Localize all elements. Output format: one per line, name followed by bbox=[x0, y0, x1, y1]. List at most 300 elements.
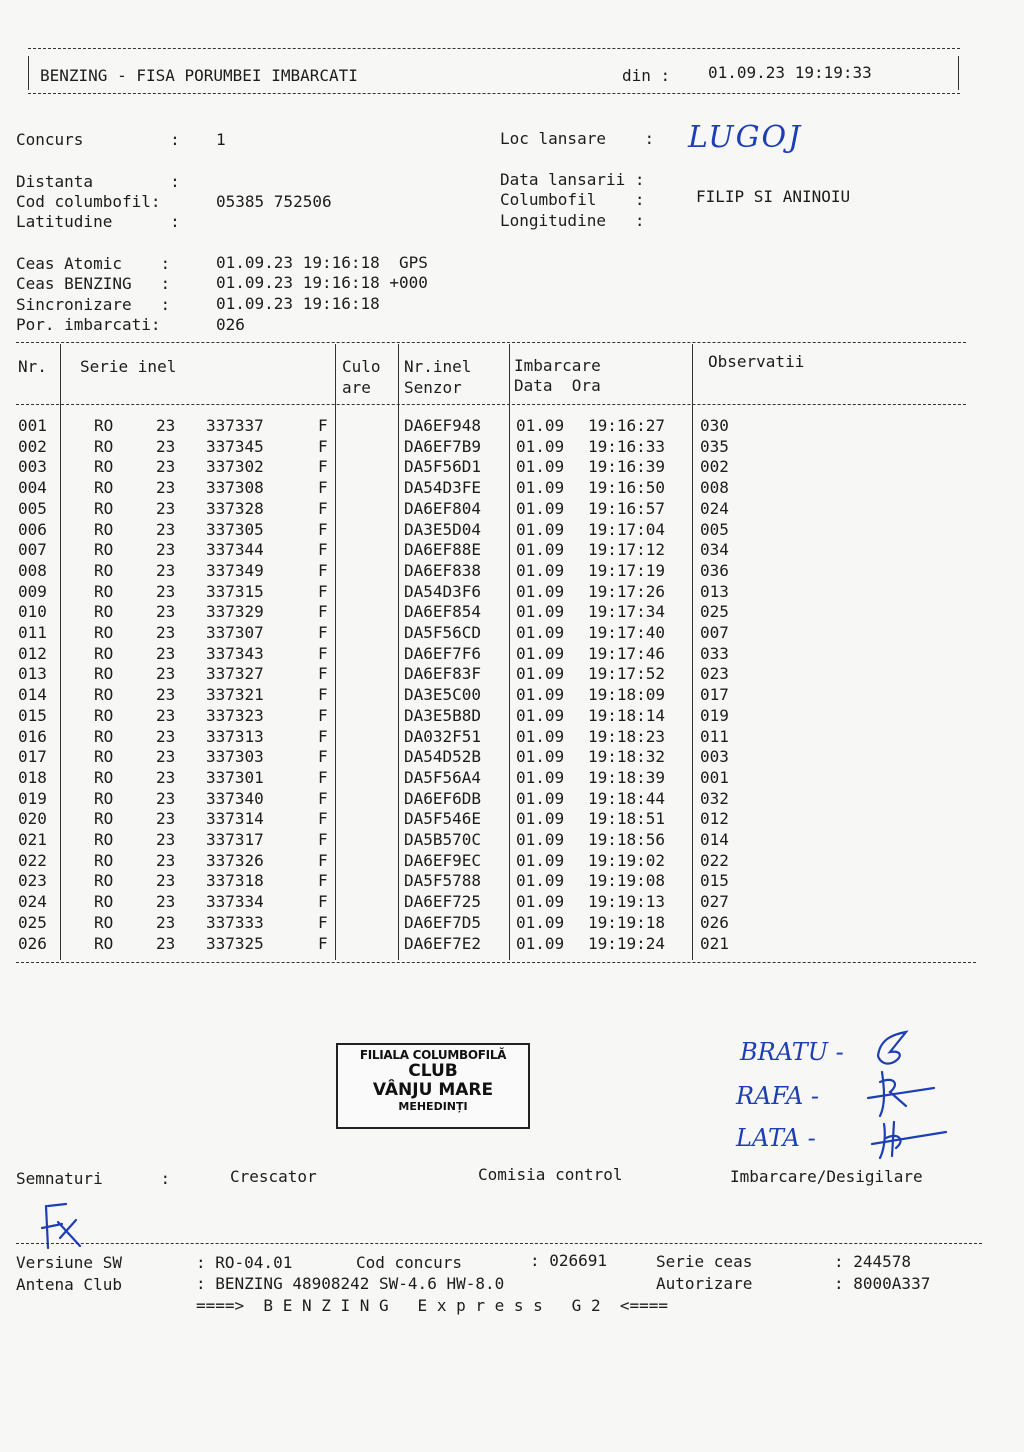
imbarcare-desigilare-label: Imbarcare/Desigilare bbox=[730, 1167, 923, 1186]
table-row bbox=[0, 913, 1000, 934]
row-time: 19:16:57 bbox=[588, 498, 666, 518]
row-date: 01.09 bbox=[516, 478, 565, 498]
row-time: 19:18:44 bbox=[588, 788, 666, 808]
row-sex: F bbox=[318, 726, 328, 746]
row-country: RO bbox=[94, 519, 114, 539]
row-time: 19:17:46 bbox=[588, 643, 666, 663]
table-row bbox=[0, 892, 1000, 913]
row-time: 19:17:40 bbox=[588, 623, 666, 642]
row-time: 19:16:27 bbox=[588, 416, 666, 435]
row-date: 01.09 bbox=[516, 892, 565, 912]
row-sensor-id: DA032F51 bbox=[404, 726, 482, 746]
handwritten-name-1: BRATU - bbox=[740, 1038, 844, 1066]
row-country: RO bbox=[94, 602, 114, 622]
row-sensor-id: DA6EF7F6 bbox=[404, 643, 482, 663]
concurs-label: Concurs : bbox=[16, 130, 180, 149]
row-ring-number: 337313 bbox=[206, 726, 264, 746]
table-row bbox=[0, 871, 1000, 892]
row-ring-number: 337323 bbox=[206, 705, 264, 725]
row-time: 19:18:14 bbox=[588, 705, 666, 725]
columbofil-label: Columbofil : bbox=[500, 190, 645, 209]
row-country: RO bbox=[94, 498, 114, 518]
table-row bbox=[0, 457, 1000, 478]
por-imbarcati-label: Por. imbarcati: bbox=[16, 315, 161, 334]
row-ring-number: 337343 bbox=[206, 643, 264, 663]
row-observatii: 002 bbox=[700, 457, 729, 477]
row-sex: F bbox=[318, 705, 328, 725]
row-sex: F bbox=[318, 581, 328, 601]
row-country: RO bbox=[94, 830, 114, 849]
row-sex: F bbox=[318, 540, 328, 560]
row-ring-number: 337326 bbox=[206, 850, 264, 870]
row-nr: 021 bbox=[18, 830, 47, 849]
row-year: 23 bbox=[156, 892, 176, 912]
row-ring-number: 337327 bbox=[206, 664, 264, 684]
col-header-observatii: Observatii bbox=[708, 352, 805, 371]
table-row bbox=[0, 706, 1000, 727]
table-row bbox=[0, 727, 1000, 748]
row-ring-number: 337325 bbox=[206, 933, 264, 953]
row-nr: 015 bbox=[18, 705, 47, 725]
row-year: 23 bbox=[156, 685, 176, 705]
col-header-imbarcare-1: Imbarcare bbox=[514, 356, 601, 375]
row-date: 01.09 bbox=[516, 767, 565, 787]
row-time: 19:16:33 bbox=[588, 436, 666, 456]
row-time: 19:17:04 bbox=[588, 519, 666, 539]
header-top-rule bbox=[28, 48, 960, 49]
table-head-rule bbox=[16, 404, 966, 405]
distanta-label: Distanta : bbox=[16, 172, 180, 191]
row-ring-number: 337301 bbox=[206, 767, 264, 787]
row-sensor-id: DA5F56A4 bbox=[404, 767, 482, 787]
row-date: 01.09 bbox=[516, 643, 565, 663]
ceas-benzing-value: 01.09.23 19:16:18 +000 bbox=[216, 273, 428, 292]
row-nr: 010 bbox=[18, 602, 47, 622]
row-year: 23 bbox=[156, 788, 176, 808]
row-ring-number: 337333 bbox=[206, 912, 264, 932]
row-date: 01.09 bbox=[516, 830, 565, 849]
sincronizare-value: 01.09.23 19:16:18 bbox=[216, 294, 380, 313]
row-sex: F bbox=[318, 850, 328, 870]
footer-rule bbox=[16, 1243, 982, 1244]
row-nr: 020 bbox=[18, 809, 47, 829]
row-year: 23 bbox=[156, 912, 176, 932]
sincronizare-label: Sincronizare : bbox=[16, 295, 171, 314]
row-sex: F bbox=[318, 478, 328, 498]
row-sex: F bbox=[318, 809, 328, 829]
row-sensor-id: DA6EF6DB bbox=[404, 788, 482, 808]
ceas-benzing-label: Ceas BENZING : bbox=[16, 274, 171, 293]
header-left-bar bbox=[28, 56, 29, 90]
row-time: 19:19:02 bbox=[588, 850, 666, 870]
row-year: 23 bbox=[156, 830, 176, 849]
serie-ceas-label: Serie ceas bbox=[656, 1252, 753, 1271]
row-country: RO bbox=[94, 643, 114, 663]
row-year: 23 bbox=[156, 705, 176, 725]
row-country: RO bbox=[94, 767, 114, 787]
row-observatii: 035 bbox=[700, 436, 729, 456]
row-country: RO bbox=[94, 685, 114, 705]
row-date: 01.09 bbox=[516, 457, 565, 477]
row-country: RO bbox=[94, 560, 114, 580]
row-nr: 008 bbox=[18, 560, 47, 580]
row-year: 23 bbox=[156, 664, 176, 684]
row-ring-number: 337344 bbox=[206, 540, 264, 560]
row-sex: F bbox=[318, 892, 328, 912]
row-time: 19:19:13 bbox=[588, 892, 666, 912]
crescator-signature-icon bbox=[36, 1198, 96, 1256]
row-sex: F bbox=[318, 685, 328, 705]
row-year: 23 bbox=[156, 933, 176, 953]
row-nr: 019 bbox=[18, 788, 47, 808]
club-stamp bbox=[336, 1043, 530, 1129]
row-observatii: 008 bbox=[700, 478, 729, 498]
concurs-value: 1 bbox=[216, 130, 226, 149]
ceas-atomic-value: 01.09.23 19:16:18 GPS bbox=[216, 253, 428, 272]
header-right-bar bbox=[958, 56, 959, 90]
row-year: 23 bbox=[156, 560, 176, 580]
table-row bbox=[0, 851, 1000, 872]
row-observatii: 013 bbox=[700, 581, 729, 601]
header-bottom-rule bbox=[28, 93, 960, 94]
table-row bbox=[0, 623, 1000, 644]
antena-club-value: : BENZING 48908242 SW-4.6 HW-8.0 bbox=[196, 1274, 505, 1293]
row-country: RO bbox=[94, 809, 114, 829]
row-year: 23 bbox=[156, 581, 176, 601]
table-row bbox=[0, 664, 1000, 685]
stamp-line-1: FILIALA COLUMBOFILĂ bbox=[359, 1048, 507, 1062]
row-ring-number: 337329 bbox=[206, 602, 264, 622]
row-year: 23 bbox=[156, 726, 176, 746]
table-row bbox=[0, 934, 1000, 955]
row-time: 19:18:23 bbox=[588, 726, 666, 746]
header-datetime: 01.09.23 19:19:33 bbox=[708, 63, 872, 82]
col-header-culoare-2: are bbox=[342, 378, 371, 397]
row-year: 23 bbox=[156, 602, 176, 622]
autorizare-value: : 8000A337 bbox=[834, 1274, 931, 1293]
row-time: 19:17:19 bbox=[588, 560, 666, 580]
table-top-rule bbox=[16, 342, 966, 343]
row-sensor-id: DA6EF838 bbox=[404, 560, 482, 580]
row-nr: 006 bbox=[18, 519, 47, 539]
row-date: 01.09 bbox=[516, 623, 565, 642]
row-year: 23 bbox=[156, 871, 176, 891]
row-ring-number: 337340 bbox=[206, 788, 264, 808]
row-sex: F bbox=[318, 602, 328, 622]
table-bottom-rule bbox=[16, 962, 976, 963]
row-year: 23 bbox=[156, 498, 176, 518]
row-date: 01.09 bbox=[516, 850, 565, 870]
row-observatii: 007 bbox=[700, 623, 729, 642]
row-year: 23 bbox=[156, 623, 176, 642]
row-year: 23 bbox=[156, 643, 176, 663]
benzing-express-banner: ====> B E N Z I N G E x p r e s s G 2 <==== bbox=[196, 1296, 669, 1315]
row-sensor-id: DA6EF854 bbox=[404, 602, 482, 622]
row-sex: F bbox=[318, 747, 328, 767]
ceas-atomic-label: Ceas Atomic : bbox=[16, 254, 171, 273]
row-sensor-id: DA54D3F6 bbox=[404, 581, 482, 601]
row-ring-number: 337349 bbox=[206, 560, 264, 580]
row-observatii: 001 bbox=[700, 767, 729, 787]
row-sex: F bbox=[318, 933, 328, 953]
stamp-line-3: VÂNJU MARE bbox=[372, 1080, 494, 1100]
row-country: RO bbox=[94, 457, 114, 477]
row-time: 19:18:39 bbox=[588, 767, 666, 787]
row-ring-number: 337334 bbox=[206, 892, 264, 912]
table-row bbox=[0, 602, 1000, 623]
table-row bbox=[0, 540, 1000, 561]
row-time: 19:18:09 bbox=[588, 685, 666, 705]
row-nr: 016 bbox=[18, 726, 47, 746]
handwritten-name-2: RAFA - bbox=[736, 1082, 820, 1110]
row-nr: 001 bbox=[18, 416, 47, 435]
table-row bbox=[0, 478, 1000, 499]
row-observatii: 033 bbox=[700, 643, 729, 663]
comisia-control-label: Comisia control bbox=[478, 1165, 623, 1184]
row-sensor-id: DA6EF88E bbox=[404, 540, 482, 560]
row-observatii: 030 bbox=[700, 416, 729, 435]
row-date: 01.09 bbox=[516, 788, 565, 808]
latitudine-label: Latitudine : bbox=[16, 212, 180, 231]
col-header-nrinel-2: Senzor bbox=[404, 378, 462, 397]
table-row bbox=[0, 809, 1000, 830]
row-observatii: 019 bbox=[700, 705, 729, 725]
cod-columbofil-value: 05385 752506 bbox=[216, 192, 332, 211]
row-time: 19:18:51 bbox=[588, 809, 666, 829]
row-time: 19:18:56 bbox=[588, 830, 666, 849]
row-observatii: 011 bbox=[700, 726, 729, 746]
row-date: 01.09 bbox=[516, 416, 565, 435]
row-observatii: 005 bbox=[700, 519, 729, 539]
row-sex: F bbox=[318, 643, 328, 663]
row-nr: 007 bbox=[18, 540, 47, 560]
row-sex: F bbox=[318, 788, 328, 808]
row-ring-number: 337303 bbox=[206, 747, 264, 767]
stamp-line-2: CLUB bbox=[408, 1061, 458, 1081]
table-row bbox=[0, 520, 1000, 541]
row-sex: F bbox=[318, 830, 328, 849]
longitudine-label: Longitudine : bbox=[500, 211, 645, 230]
table-row bbox=[0, 747, 1000, 768]
row-nr: 004 bbox=[18, 478, 47, 498]
semnaturi-label: Semnaturi : bbox=[16, 1169, 171, 1188]
row-country: RO bbox=[94, 912, 114, 932]
columbofil-value: FILIP SI ANINOIU bbox=[696, 187, 851, 206]
row-country: RO bbox=[94, 871, 114, 891]
row-observatii: 024 bbox=[700, 498, 729, 518]
row-observatii: 003 bbox=[700, 747, 729, 767]
row-observatii: 026 bbox=[700, 912, 729, 932]
antena-club-label: Antena Club bbox=[16, 1275, 122, 1294]
table-body bbox=[0, 416, 1024, 956]
row-ring-number: 337318 bbox=[206, 871, 264, 891]
row-time: 19:19:24 bbox=[588, 933, 666, 953]
row-country: RO bbox=[94, 705, 114, 725]
row-nr: 022 bbox=[18, 850, 47, 870]
row-observatii: 014 bbox=[700, 830, 729, 849]
row-ring-number: 337321 bbox=[206, 685, 264, 705]
row-sensor-id: DA3E5D04 bbox=[404, 519, 482, 539]
row-time: 19:17:52 bbox=[588, 664, 666, 684]
row-time: 19:19:18 bbox=[588, 912, 666, 932]
row-time: 19:16:39 bbox=[588, 457, 666, 477]
row-nr: 002 bbox=[18, 436, 47, 456]
row-year: 23 bbox=[156, 850, 176, 870]
row-sex: F bbox=[318, 436, 328, 456]
row-sex: F bbox=[318, 498, 328, 518]
row-nr: 026 bbox=[18, 933, 47, 953]
row-sensor-id: DA6EF7B9 bbox=[404, 436, 482, 456]
row-sex: F bbox=[318, 871, 328, 891]
row-sensor-id: DA6EF7D5 bbox=[404, 912, 482, 932]
row-observatii: 032 bbox=[700, 788, 729, 808]
row-country: RO bbox=[94, 540, 114, 560]
row-time: 19:18:32 bbox=[588, 747, 666, 767]
loc-lansare-value: LUGOJ bbox=[688, 120, 803, 155]
row-sensor-id: DA6EF7E2 bbox=[404, 933, 482, 953]
row-sensor-id: DA3E5B8D bbox=[404, 705, 482, 725]
row-time: 19:17:26 bbox=[588, 581, 666, 601]
row-observatii: 025 bbox=[700, 602, 729, 622]
row-year: 23 bbox=[156, 478, 176, 498]
row-year: 23 bbox=[156, 457, 176, 477]
table-row bbox=[0, 685, 1000, 706]
row-date: 01.09 bbox=[516, 726, 565, 746]
row-country: RO bbox=[94, 581, 114, 601]
row-date: 01.09 bbox=[516, 602, 565, 622]
row-nr: 024 bbox=[18, 892, 47, 912]
row-country: RO bbox=[94, 478, 114, 498]
row-observatii: 036 bbox=[700, 560, 729, 580]
por-imbarcati-value: 026 bbox=[216, 315, 245, 334]
row-country: RO bbox=[94, 892, 114, 912]
row-ring-number: 337315 bbox=[206, 581, 264, 601]
row-date: 01.09 bbox=[516, 933, 565, 953]
cod-columbofil-label: Cod columbofil: bbox=[16, 192, 161, 211]
row-observatii: 027 bbox=[700, 892, 729, 912]
row-time: 19:17:34 bbox=[588, 602, 666, 622]
row-sensor-id: DA5F5788 bbox=[404, 871, 482, 891]
table-row bbox=[0, 644, 1000, 665]
row-observatii: 034 bbox=[700, 540, 729, 560]
row-sex: F bbox=[318, 560, 328, 580]
table-row bbox=[0, 830, 1000, 851]
row-date: 01.09 bbox=[516, 685, 565, 705]
row-country: RO bbox=[94, 933, 114, 953]
header-from-label: din : bbox=[622, 66, 671, 85]
row-ring-number: 337302 bbox=[206, 457, 264, 477]
loc-lansare-label: Loc lansare : bbox=[500, 129, 655, 148]
row-sensor-id: DA6EF804 bbox=[404, 498, 482, 518]
row-nr: 023 bbox=[18, 871, 47, 891]
row-sensor-id: DA5F56D1 bbox=[404, 457, 482, 477]
row-sensor-id: DA6EF725 bbox=[404, 892, 482, 912]
row-sensor-id: DA6EF948 bbox=[404, 416, 482, 435]
table-row bbox=[0, 416, 1000, 437]
row-date: 01.09 bbox=[516, 705, 565, 725]
row-nr: 013 bbox=[18, 664, 47, 684]
row-country: RO bbox=[94, 788, 114, 808]
row-date: 01.09 bbox=[516, 436, 565, 456]
row-year: 23 bbox=[156, 436, 176, 456]
row-country: RO bbox=[94, 416, 114, 435]
row-year: 23 bbox=[156, 747, 176, 767]
row-date: 01.09 bbox=[516, 560, 565, 580]
row-time: 19:16:50 bbox=[588, 478, 666, 498]
row-year: 23 bbox=[156, 767, 176, 787]
row-sensor-id: DA6EF83F bbox=[404, 664, 482, 684]
row-nr: 011 bbox=[18, 623, 47, 642]
table-row bbox=[0, 789, 1000, 810]
row-date: 01.09 bbox=[516, 809, 565, 829]
row-sex: F bbox=[318, 457, 328, 477]
row-date: 01.09 bbox=[516, 581, 565, 601]
row-nr: 003 bbox=[18, 457, 47, 477]
row-sex: F bbox=[318, 912, 328, 932]
row-nr: 009 bbox=[18, 581, 47, 601]
row-ring-number: 337317 bbox=[206, 830, 264, 849]
row-country: RO bbox=[94, 664, 114, 684]
data-lansarii-label: Data lansarii : bbox=[500, 170, 645, 189]
row-ring-number: 337307 bbox=[206, 623, 264, 642]
table-row bbox=[0, 768, 1000, 789]
autorizare-label: Autorizare bbox=[656, 1274, 753, 1293]
col-header-nrinel-1: Nr.inel bbox=[404, 357, 472, 376]
row-ring-number: 337314 bbox=[206, 809, 264, 829]
row-nr: 017 bbox=[18, 747, 47, 767]
row-sensor-id: DA5F546E bbox=[404, 809, 482, 829]
row-observatii: 021 bbox=[700, 933, 729, 953]
row-observatii: 022 bbox=[700, 850, 729, 870]
row-observatii: 017 bbox=[700, 685, 729, 705]
handwritten-signatures-icon bbox=[850, 1026, 960, 1166]
row-date: 01.09 bbox=[516, 540, 565, 560]
col-header-culoare-1: Culo bbox=[342, 357, 381, 376]
col-header-nr: Nr. bbox=[18, 357, 47, 376]
row-nr: 014 bbox=[18, 685, 47, 705]
row-sensor-id: DA54D3FE bbox=[404, 478, 482, 498]
table-row bbox=[0, 437, 1000, 458]
versiune-sw-value: : RO-04.01 bbox=[196, 1253, 293, 1272]
versiune-sw-label: Versiune SW bbox=[16, 1253, 122, 1272]
col-header-serie: Serie inel bbox=[80, 357, 177, 376]
row-date: 01.09 bbox=[516, 747, 565, 767]
row-sensor-id: DA5F56CD bbox=[404, 623, 482, 642]
row-ring-number: 337305 bbox=[206, 519, 264, 539]
handwritten-name-3: LATA - bbox=[736, 1124, 816, 1152]
row-country: RO bbox=[94, 747, 114, 767]
row-nr: 018 bbox=[18, 767, 47, 787]
row-date: 01.09 bbox=[516, 498, 565, 518]
row-sensor-id: DA5B570C bbox=[404, 830, 482, 849]
row-country: RO bbox=[94, 623, 114, 642]
table-row bbox=[0, 499, 1000, 520]
table-row bbox=[0, 561, 1000, 582]
row-time: 19:17:12 bbox=[588, 540, 666, 560]
page-title: BENZING - FISA PORUMBEI IMBARCATI bbox=[40, 66, 358, 85]
row-date: 01.09 bbox=[516, 519, 565, 539]
row-ring-number: 337308 bbox=[206, 478, 264, 498]
row-date: 01.09 bbox=[516, 871, 565, 891]
row-sex: F bbox=[318, 416, 328, 435]
row-date: 01.09 bbox=[516, 664, 565, 684]
row-country: RO bbox=[94, 850, 114, 870]
row-country: RO bbox=[94, 436, 114, 456]
col-header-imbarcare-2: Data Ora bbox=[514, 376, 601, 395]
row-sex: F bbox=[318, 519, 328, 539]
row-year: 23 bbox=[156, 809, 176, 829]
row-nr: 012 bbox=[18, 643, 47, 663]
